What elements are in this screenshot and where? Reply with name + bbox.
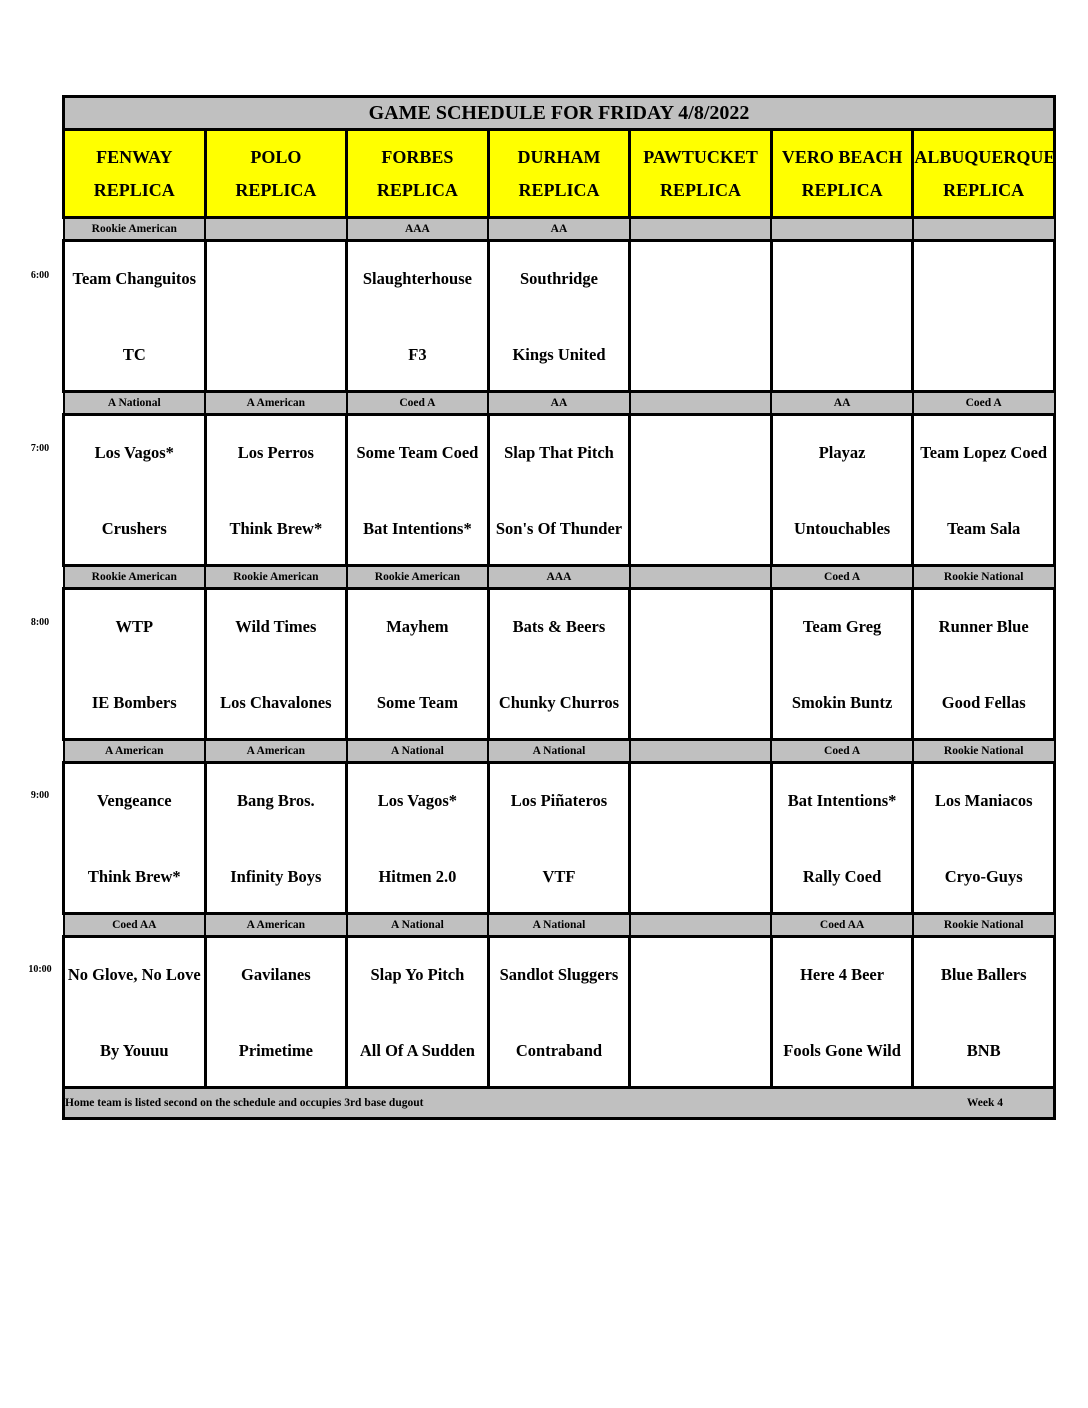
venue-header [64, 130, 206, 218]
home-team: Untouchables [793, 518, 891, 538]
venue-header [347, 130, 489, 218]
home-team: Crushers [101, 518, 167, 538]
away-team: Playaz [818, 442, 866, 462]
division-label: AA [488, 392, 630, 415]
division-label [771, 218, 913, 241]
venue-sub: REPLICA [93, 179, 175, 200]
division-label: Rookie American [205, 566, 347, 589]
division-label: Rookie National [913, 740, 1055, 763]
time-label: 6:00 [30, 270, 50, 281]
page-title: GAME SCHEDULE FOR FRIDAY 4/8/2022 [64, 97, 1055, 130]
time-label: 9:00 [30, 790, 50, 801]
away-team: Los Vagos* [94, 442, 174, 462]
time-label: 10:00 [28, 964, 52, 975]
home-team [632, 335, 769, 373]
time-label: 8:00 [30, 617, 50, 628]
away-team: Gavilanes [241, 964, 311, 984]
venue-header [913, 130, 1055, 218]
home-team: Hitmen 2.0 [378, 866, 457, 886]
division-label: AAA [347, 218, 489, 241]
home-team: Primetime [238, 1040, 313, 1060]
away-team [632, 433, 769, 471]
game-cell [64, 241, 206, 392]
game-cell [205, 937, 347, 1088]
home-team: Son's Of Thunder [495, 518, 623, 538]
away-team: Wild Times [235, 616, 317, 636]
game-cell [771, 415, 913, 566]
division-label: A National [347, 914, 489, 937]
away-team: Slaughterhouse [362, 268, 472, 288]
game-cell [913, 415, 1055, 566]
away-team: Southridge [520, 268, 598, 288]
division-label: Coed A [771, 740, 913, 763]
venue-name: ALBUQUERQUE [914, 146, 1056, 167]
division-label: Coed A [913, 392, 1055, 415]
game-cell [488, 589, 630, 740]
away-team: Los Vagos* [377, 790, 458, 810]
game-cell [488, 241, 630, 392]
home-team: Cryo-Guys [944, 866, 1023, 886]
division-label [205, 218, 347, 241]
away-team: Team Changuitos [72, 268, 197, 288]
home-team: Think Brew* [229, 518, 323, 538]
home-team: IE Bombers [91, 692, 177, 712]
game-cell [630, 937, 772, 1088]
venue-sub: REPLICA [376, 179, 458, 200]
game-row [64, 415, 1055, 566]
home-team: F3 [408, 344, 427, 364]
venue-header [488, 130, 630, 218]
game-cell [771, 937, 913, 1088]
home-team: All Of A Sudden [359, 1040, 475, 1060]
venue-header [630, 130, 772, 218]
home-team: Good Fellas [941, 692, 1026, 712]
away-team: Los Piñateros [510, 790, 608, 810]
game-cell [913, 241, 1055, 392]
home-team [632, 509, 769, 547]
division-label: A National [488, 740, 630, 763]
division-label [630, 218, 772, 241]
away-team: Mayhem [386, 616, 449, 636]
division-label: A American [205, 392, 347, 415]
division-label: A National [64, 392, 206, 415]
away-team [632, 607, 769, 645]
venue-name: PAWTUCKET [643, 146, 758, 167]
game-cell [64, 937, 206, 1088]
schedule-table [62, 95, 1056, 1120]
footer-note: Home team is listed second on the schedule and occupies 3rd base dugout [65, 1097, 424, 1109]
venue-header [771, 130, 913, 218]
home-team [208, 335, 345, 373]
division-row [64, 566, 1055, 589]
division-row [64, 392, 1055, 415]
home-team: Fools Gone Wild [783, 1040, 901, 1060]
home-team: VTF [542, 866, 576, 886]
venue-sub: REPLICA [801, 179, 883, 200]
division-row [64, 218, 1055, 241]
division-label: Coed AA [771, 914, 913, 937]
division-label: A American [205, 740, 347, 763]
division-label [630, 566, 772, 589]
away-team: WTP [115, 616, 154, 636]
home-team: Bat Intentions* [363, 518, 472, 538]
division-row [64, 740, 1055, 763]
division-label: Rookie National [913, 566, 1055, 589]
away-team [632, 955, 769, 993]
away-team: Slap That Pitch [504, 442, 614, 462]
away-team: Slap Yo Pitch [370, 964, 465, 984]
game-cell [488, 937, 630, 1088]
away-team: Bat Intentions* [787, 790, 897, 810]
away-team [915, 259, 1052, 297]
away-team: Team Greg [802, 616, 882, 636]
game-cell [64, 415, 206, 566]
division-label [630, 914, 772, 937]
away-team: Team Lopez Coed [920, 442, 1048, 462]
away-team: Bang Bros. [237, 790, 315, 810]
footer-bar [64, 1088, 1055, 1119]
game-cell [488, 763, 630, 914]
away-team: Some Team Coed [356, 442, 479, 462]
game-cell [64, 589, 206, 740]
home-team [632, 1031, 769, 1069]
home-team [915, 335, 1052, 373]
time-label: 7:00 [30, 443, 50, 454]
away-team: Here 4 Beer [800, 964, 885, 984]
division-label: A National [488, 914, 630, 937]
home-team [632, 857, 769, 895]
away-team [774, 259, 911, 297]
away-team: Bats & Beers [512, 616, 606, 636]
game-cell [347, 763, 489, 914]
home-team: BNB [966, 1040, 1001, 1060]
venue-name: VERO BEACH [781, 146, 903, 167]
game-cell [205, 241, 347, 392]
game-cell [205, 763, 347, 914]
home-team: Contraband [515, 1040, 603, 1060]
division-label: Rookie American [64, 566, 206, 589]
week-label: Week 4 [966, 1097, 1003, 1109]
venue-sub: REPLICA [943, 179, 1025, 200]
game-cell [205, 415, 347, 566]
away-team [632, 259, 769, 297]
home-team: Some Team [376, 692, 458, 712]
home-team [774, 335, 911, 373]
division-label: Coed A [771, 566, 913, 589]
venue-sub: REPLICA [518, 179, 600, 200]
away-team [208, 259, 345, 297]
game-cell [64, 763, 206, 914]
game-cell [630, 415, 772, 566]
division-label: AAA [488, 566, 630, 589]
division-label: A American [64, 740, 206, 763]
venue-name: DURHAM [517, 146, 601, 167]
game-cell [913, 589, 1055, 740]
venue-sub: REPLICA [660, 179, 742, 200]
game-cell [771, 763, 913, 914]
division-label: A National [347, 740, 489, 763]
home-team: Rally Coed [802, 866, 882, 886]
venue-header [205, 130, 347, 218]
away-team: Vengeance [97, 790, 172, 810]
away-team: Los Perros [237, 442, 314, 462]
game-row [64, 589, 1055, 740]
game-row [64, 937, 1055, 1088]
home-team: Los Chavalones [220, 692, 332, 712]
venue-name: FENWAY [96, 146, 173, 167]
venue-sub: REPLICA [235, 179, 317, 200]
game-cell [913, 937, 1055, 1088]
game-cell [488, 415, 630, 566]
game-row [64, 241, 1055, 392]
division-label: Rookie American [64, 218, 206, 241]
home-team: Smokin Buntz [791, 692, 893, 712]
away-team [632, 781, 769, 819]
division-label: Coed AA [64, 914, 206, 937]
game-cell [630, 589, 772, 740]
division-label: AA [771, 392, 913, 415]
away-team: Runner Blue [938, 616, 1029, 636]
home-team: Kings United [512, 344, 606, 364]
game-cell [630, 763, 772, 914]
home-team: Think Brew* [87, 866, 181, 886]
game-cell [205, 589, 347, 740]
venue-name: FORBES [381, 146, 454, 167]
home-team: TC [122, 344, 146, 364]
division-label [913, 218, 1055, 241]
game-row [64, 763, 1055, 914]
venue-name: POLO [250, 146, 302, 167]
game-cell [771, 241, 913, 392]
division-label [630, 740, 772, 763]
home-team [632, 683, 769, 721]
division-label: Coed A [347, 392, 489, 415]
game-cell [630, 241, 772, 392]
away-team: No Glove, No Love [67, 964, 201, 984]
away-team: Blue Ballers [940, 964, 1027, 984]
division-label: AA [488, 218, 630, 241]
division-label: Rookie American [347, 566, 489, 589]
game-cell [771, 589, 913, 740]
division-label: Rookie National [913, 914, 1055, 937]
away-team: Los Maniacos [934, 790, 1033, 810]
game-cell [347, 937, 489, 1088]
away-team: Sandlot Sluggers [499, 964, 619, 984]
division-label [630, 392, 772, 415]
division-label: A American [205, 914, 347, 937]
home-team: Infinity Boys [230, 866, 322, 886]
schedule-sheet [62, 95, 1056, 1120]
home-team: Chunky Churros [498, 692, 620, 712]
game-cell [347, 241, 489, 392]
home-team: Team Sala [947, 518, 1021, 538]
division-row [64, 914, 1055, 937]
game-cell [347, 415, 489, 566]
game-cell [347, 589, 489, 740]
home-team: By Youuu [99, 1040, 169, 1060]
game-cell [913, 763, 1055, 914]
